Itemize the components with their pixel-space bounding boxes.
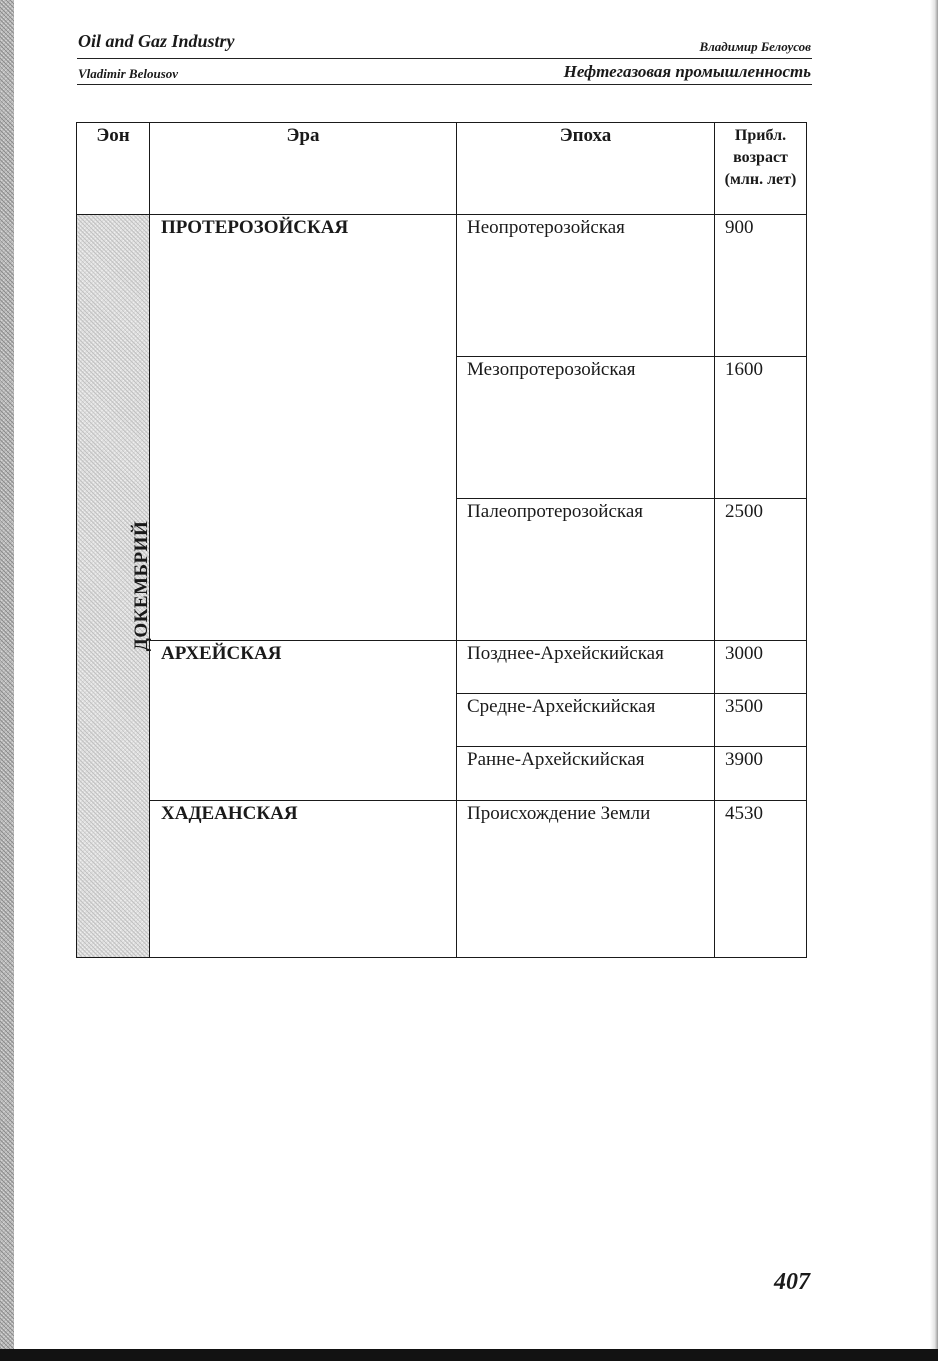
age-cell: 3900	[715, 747, 807, 801]
table-row	[77, 215, 807, 357]
epoch-cell: Ранне-Архейскийская	[457, 747, 715, 801]
epoch-cell: Мезопротерозойская	[457, 357, 715, 499]
scan-shadow-bottom	[0, 1349, 938, 1361]
column-header-epoch: Эпоха	[457, 123, 715, 215]
epoch-cell: Средне-Архейскийская	[457, 694, 715, 747]
header-divider	[77, 84, 812, 85]
epoch-cell: Неопротерозойская	[457, 215, 715, 357]
table-header-row	[77, 123, 807, 215]
header-title-russian: Нефтегазовая промышленность	[563, 62, 811, 81]
header-author-russian: Владимир Белоусов	[699, 39, 811, 54]
column-header-aeon: Эон	[77, 123, 150, 215]
age-cell: 1600	[715, 357, 807, 499]
era-cell: ПРОТЕРОЗОЙСКАЯ	[150, 215, 457, 641]
table-row	[77, 641, 807, 694]
column-header-age: Прибл. возраст (млн. лет)	[715, 123, 807, 215]
epoch-cell: Происхождение Земли	[457, 801, 715, 958]
age-cell: 2500	[715, 499, 807, 641]
age-cell: 3000	[715, 641, 807, 694]
table-row	[77, 801, 807, 958]
header-author-english: Vladimir Belousov	[78, 66, 179, 81]
era-cell: АРХЕЙСКАЯ	[150, 641, 457, 801]
aeon-cell	[77, 215, 153, 958]
column-header-era: Эра	[150, 123, 457, 215]
geologic-timescale-table	[76, 122, 807, 958]
header-divider	[77, 58, 812, 59]
scan-shadow-right	[930, 0, 938, 1361]
epoch-cell: Позднее-Архейскийская	[457, 641, 715, 694]
age-cell: 4530	[715, 801, 807, 958]
scan-shadow-left	[0, 0, 14, 1361]
aeon-label: ДОКЕМБРИЙ	[131, 520, 153, 652]
epoch-cell: Палеопротерозойская	[457, 499, 715, 641]
header-title-english: Oil and Gaz Industry	[78, 31, 235, 51]
age-cell: 3500	[715, 694, 807, 747]
page-number: 407	[774, 1269, 810, 1295]
age-cell: 900	[715, 215, 807, 357]
era-cell: ХАДЕАНСКАЯ	[150, 801, 457, 958]
